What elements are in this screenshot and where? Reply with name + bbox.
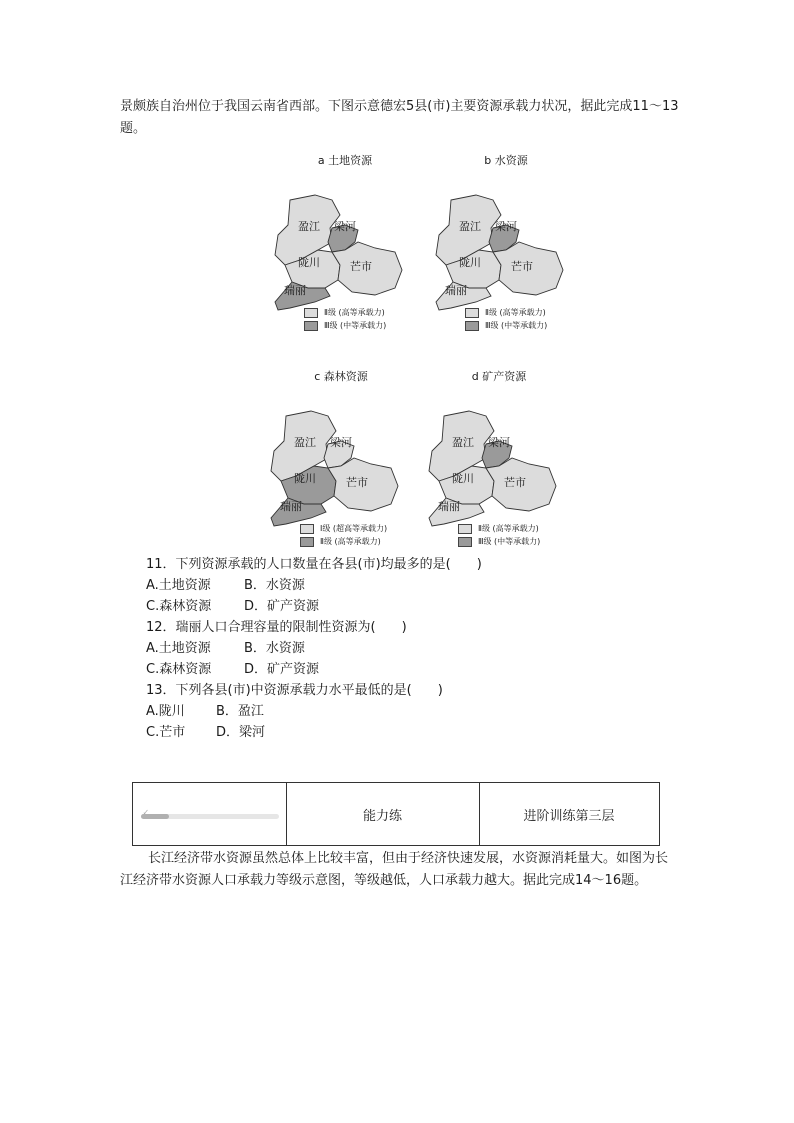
option[interactable]: C.森林资源 xyxy=(146,599,212,614)
legend-swatch xyxy=(300,524,314,534)
level-cell: 能力练 xyxy=(286,783,480,845)
legend-item xyxy=(458,522,540,535)
question-12: 12．瑞丽人口合理容量的限制性资源为( ) xyxy=(146,620,407,635)
legend-swatch xyxy=(304,308,318,318)
map-water xyxy=(431,152,581,342)
map-title: b 水资源 xyxy=(484,154,528,167)
legend-swatch xyxy=(465,321,479,331)
map-title: a 土地资源 xyxy=(317,154,373,167)
legend-label: Ⅲ级 (中等承载力) xyxy=(324,321,387,330)
region-label-mangshi: 芒市 xyxy=(504,476,526,489)
region-label-lianghe: 梁河 xyxy=(488,436,510,449)
region-label-mangshi: 芒市 xyxy=(511,260,533,273)
region-label-ruili: 瑞丽 xyxy=(445,284,467,297)
region-label-lianghe: 梁河 xyxy=(495,220,517,233)
region-label-longchuan: 陇川 xyxy=(298,256,320,269)
legend-label: Ⅲ级 (中等承载力) xyxy=(485,321,548,330)
legend-label: Ⅱ级 (高等承载力) xyxy=(478,524,539,533)
passage-text: 长江经济带水资源虽然总体上比较丰富，但由于经济快速发展，水资源消耗量大。如图为长江经济带水资源人口承载力等级示意图，等级越低，人口承载力越大。据此完成14～16题。 xyxy=(120,851,669,888)
legend-item xyxy=(458,535,540,548)
option[interactable]: A.土地资源 xyxy=(146,641,211,656)
legend-swatch xyxy=(458,524,472,534)
region-label-longchuan: 陇川 xyxy=(459,256,481,269)
map-title: d 矿产资源 xyxy=(471,370,527,383)
legend-item xyxy=(465,319,547,332)
region-label-longchuan: 陇川 xyxy=(294,472,316,485)
legend-item xyxy=(465,306,547,319)
option[interactable]: A.陇川 xyxy=(146,704,185,719)
q12-options-row1 xyxy=(146,638,305,659)
map-forest xyxy=(266,368,416,558)
option[interactable]: B．水资源 xyxy=(244,641,305,656)
region-label-ruili: 瑞丽 xyxy=(438,500,460,513)
q13-options-row2 xyxy=(146,722,265,743)
legend-swatch xyxy=(304,321,318,331)
progress-cell xyxy=(133,783,287,845)
map-legend xyxy=(300,522,387,548)
q11-options-row2 xyxy=(146,596,319,617)
option[interactable]: D．矿产资源 xyxy=(244,662,320,677)
option[interactable]: C.森林资源 xyxy=(146,662,212,677)
legend-swatch xyxy=(465,308,479,318)
map-land xyxy=(270,152,420,342)
stage-cell: 进阶训练第三层 xyxy=(523,808,615,824)
q11-options-row1 xyxy=(146,575,305,596)
option[interactable]: B．盈江 xyxy=(216,704,264,719)
region-label-mangshi: 芒市 xyxy=(346,476,368,489)
legend-item xyxy=(304,306,386,319)
section-header-box xyxy=(132,782,660,846)
legend-item xyxy=(304,319,386,332)
progress-bar xyxy=(141,807,279,819)
option[interactable]: D．梁河 xyxy=(216,725,266,740)
check-icon: ✓ xyxy=(142,807,150,817)
legend-swatch xyxy=(458,537,472,547)
legend-label: Ⅱ级 (高等承载力) xyxy=(324,308,385,317)
option[interactable]: C.芒市 xyxy=(146,725,186,740)
map-title: c 森林资源 xyxy=(314,370,368,383)
map-legend xyxy=(458,522,540,548)
region-label-lianghe: 梁河 xyxy=(330,436,352,449)
region-label-lianghe: 梁河 xyxy=(334,220,356,233)
region-label-longchuan: 陇川 xyxy=(452,472,474,485)
region-label-mangshi: 芒市 xyxy=(350,260,372,273)
question-11: 11．下列资源承载的人口数量在各县(市)均最多的是( ) xyxy=(146,557,482,572)
legend-item xyxy=(300,522,387,535)
legend-label: Ⅱ级 (高等承载力) xyxy=(320,537,381,546)
intro-text: 景颇族自治州位于我国云南省西部。下图示意德宏5县(市)主要资源承载力状况，据此完成11～13题。 xyxy=(120,99,679,136)
region-label-yingjiang: 盈江 xyxy=(298,220,320,233)
region-label-ruili: 瑞丽 xyxy=(284,284,306,297)
legend-label: Ⅲ级 (中等承载力) xyxy=(478,537,541,546)
q12-options-row2 xyxy=(146,659,319,680)
map-legend xyxy=(304,306,386,332)
map-legend xyxy=(465,306,547,332)
option[interactable]: D．矿产资源 xyxy=(244,599,320,614)
legend-label: Ⅱ级 (高等承载力) xyxy=(485,308,546,317)
option[interactable]: B．水资源 xyxy=(244,578,305,593)
legend-label: Ⅰ级 (超高等承载力) xyxy=(320,524,388,533)
region-label-yingjiang: 盈江 xyxy=(459,220,481,233)
question-13: 13．下列各县(市)中资源承载力水平最低的是( ) xyxy=(146,683,443,698)
legend-swatch xyxy=(300,537,314,547)
region-label-ruili: 瑞丽 xyxy=(280,500,302,513)
q13-options-row1 xyxy=(146,701,264,722)
map-mineral xyxy=(424,368,574,558)
region-label-yingjiang: 盈江 xyxy=(294,436,316,449)
region-label-yingjiang: 盈江 xyxy=(452,436,474,449)
option[interactable]: A.土地资源 xyxy=(146,578,211,593)
legend-item xyxy=(300,535,387,548)
